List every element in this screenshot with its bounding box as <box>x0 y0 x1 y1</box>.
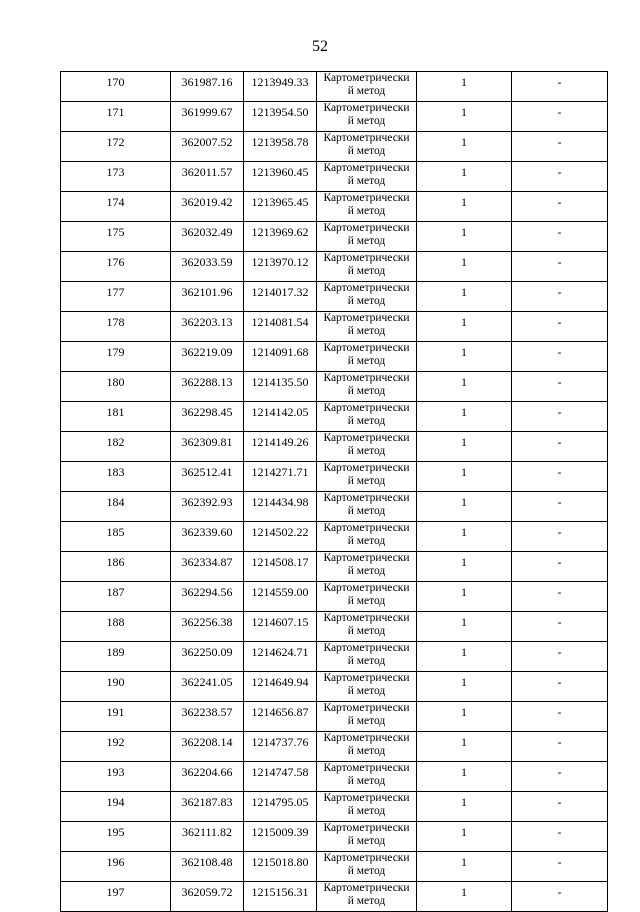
method-text-line1: Картометрически <box>323 822 410 834</box>
y-coordinate-cell: 1214502.22 <box>244 522 317 552</box>
accuracy-cell: 1 <box>417 672 512 702</box>
table-row <box>61 282 608 312</box>
y-coordinate-cell: 1213970.12 <box>244 252 317 282</box>
x-coordinate-cell: 362011.57 <box>171 162 244 192</box>
point-number-cell: 196 <box>61 852 171 882</box>
method-text-line2: й метод <box>347 265 386 277</box>
table-row <box>61 582 608 612</box>
method-text-line2: й метод <box>347 895 386 907</box>
method-text-line2: й метод <box>347 385 386 397</box>
x-coordinate-cell: 362108.48 <box>171 852 244 882</box>
method-text-line2: й метод <box>347 535 386 547</box>
point-number-cell: 172 <box>61 132 171 162</box>
y-coordinate-cell: 1214737.76 <box>244 732 317 762</box>
x-coordinate-cell: 362203.13 <box>171 312 244 342</box>
table-row <box>61 732 608 762</box>
y-coordinate-cell: 1213949.33 <box>244 72 317 102</box>
table-row <box>61 72 608 102</box>
note-cell: - <box>512 822 608 852</box>
point-number-cell: 184 <box>61 492 171 522</box>
note-cell: - <box>512 222 608 252</box>
note-cell: - <box>512 882 608 912</box>
method-text-line1: Картометрически <box>323 432 410 444</box>
method-text-line1: Картометрически <box>323 132 410 144</box>
accuracy-cell: 1 <box>417 612 512 642</box>
accuracy-cell: 1 <box>417 492 512 522</box>
note-cell: - <box>512 432 608 462</box>
table-row <box>61 522 608 552</box>
table-row <box>61 882 608 912</box>
method-text-line1: Картометрически <box>323 72 410 84</box>
point-number-cell: 187 <box>61 582 171 612</box>
method-cell <box>317 612 417 642</box>
method-cell <box>317 162 417 192</box>
x-coordinate-cell: 362033.59 <box>171 252 244 282</box>
method-cell <box>317 672 417 702</box>
method-text-line1: Картометрически <box>323 522 410 534</box>
method-cell <box>317 642 417 672</box>
note-cell: - <box>512 672 608 702</box>
table-row <box>61 162 608 192</box>
table-row <box>61 192 608 222</box>
method-text-line2: й метод <box>347 685 386 697</box>
note-cell: - <box>512 762 608 792</box>
method-cell <box>317 762 417 792</box>
point-number-cell: 174 <box>61 192 171 222</box>
method-text-line2: й метод <box>347 805 386 817</box>
point-number-cell: 194 <box>61 792 171 822</box>
note-cell: - <box>512 792 608 822</box>
method-cell <box>317 822 417 852</box>
table-row <box>61 222 608 252</box>
accuracy-cell: 1 <box>417 762 512 792</box>
y-coordinate-cell: 1214081.54 <box>244 312 317 342</box>
accuracy-cell: 1 <box>417 522 512 552</box>
point-number-cell: 192 <box>61 732 171 762</box>
point-number-cell: 180 <box>61 372 171 402</box>
method-cell <box>317 792 417 822</box>
accuracy-cell: 1 <box>417 102 512 132</box>
accuracy-cell: 1 <box>417 642 512 672</box>
method-text-line2: й метод <box>347 445 386 457</box>
method-cell <box>317 192 417 222</box>
method-text-line2: й метод <box>347 235 386 247</box>
accuracy-cell: 1 <box>417 432 512 462</box>
accuracy-cell: 1 <box>417 402 512 432</box>
method-text-line1: Картометрически <box>323 582 410 594</box>
method-cell <box>317 252 417 282</box>
y-coordinate-cell: 1213958.78 <box>244 132 317 162</box>
method-cell <box>317 492 417 522</box>
method-text-line1: Картометрически <box>323 462 410 474</box>
y-coordinate-cell: 1214271.71 <box>244 462 317 492</box>
table-row <box>61 432 608 462</box>
accuracy-cell: 1 <box>417 852 512 882</box>
accuracy-cell: 1 <box>417 162 512 192</box>
x-coordinate-cell: 362101.96 <box>171 282 244 312</box>
method-text-line2: й метод <box>347 205 386 217</box>
method-text-line2: й метод <box>347 835 386 847</box>
method-text-line1: Картометрически <box>323 102 410 114</box>
note-cell: - <box>512 492 608 522</box>
y-coordinate-cell: 1213965.45 <box>244 192 317 222</box>
y-coordinate-cell: 1213960.45 <box>244 162 317 192</box>
method-cell <box>317 282 417 312</box>
method-text-line2: й метод <box>347 595 386 607</box>
y-coordinate-cell: 1215018.80 <box>244 852 317 882</box>
table-row <box>61 102 608 132</box>
x-coordinate-cell: 362256.38 <box>171 612 244 642</box>
note-cell: - <box>512 552 608 582</box>
method-text-line2: й метод <box>347 115 386 127</box>
method-text-line1: Картометрически <box>323 672 410 684</box>
y-coordinate-cell: 1214135.50 <box>244 372 317 402</box>
y-coordinate-cell: 1213969.62 <box>244 222 317 252</box>
method-text-line1: Картометрически <box>323 852 410 864</box>
page-number: 52 <box>312 38 328 55</box>
x-coordinate-cell: 361999.67 <box>171 102 244 132</box>
note-cell: - <box>512 132 608 162</box>
note-cell: - <box>512 402 608 432</box>
y-coordinate-cell: 1214649.94 <box>244 672 317 702</box>
y-coordinate-cell: 1214795.05 <box>244 792 317 822</box>
x-coordinate-cell: 362059.72 <box>171 882 244 912</box>
method-text-line2: й метод <box>347 775 386 787</box>
accuracy-cell: 1 <box>417 282 512 312</box>
method-text-line1: Картометрически <box>323 762 410 774</box>
accuracy-cell: 1 <box>417 222 512 252</box>
point-number-cell: 195 <box>61 822 171 852</box>
note-cell: - <box>512 732 608 762</box>
method-cell <box>317 852 417 882</box>
x-coordinate-cell: 362032.49 <box>171 222 244 252</box>
point-number-cell: 175 <box>61 222 171 252</box>
accuracy-cell: 1 <box>417 372 512 402</box>
point-number-cell: 171 <box>61 102 171 132</box>
note-cell: - <box>512 282 608 312</box>
method-text-line1: Картометрически <box>323 192 410 204</box>
method-text-line1: Картометрически <box>323 732 410 744</box>
table-row <box>61 372 608 402</box>
x-coordinate-cell: 362187.83 <box>171 792 244 822</box>
point-number-cell: 188 <box>61 612 171 642</box>
point-number-cell: 190 <box>61 672 171 702</box>
accuracy-cell: 1 <box>417 882 512 912</box>
method-text-line1: Картометрически <box>323 162 410 174</box>
method-cell <box>317 102 417 132</box>
method-cell <box>317 432 417 462</box>
x-coordinate-cell: 362250.09 <box>171 642 244 672</box>
method-cell <box>317 582 417 612</box>
y-coordinate-cell: 1214017.32 <box>244 282 317 312</box>
accuracy-cell: 1 <box>417 312 512 342</box>
method-text-line2: й метод <box>347 415 386 427</box>
point-number-cell: 179 <box>61 342 171 372</box>
y-coordinate-cell: 1214624.71 <box>244 642 317 672</box>
method-text-line1: Картометрически <box>323 882 410 894</box>
y-coordinate-cell: 1214149.26 <box>244 432 317 462</box>
accuracy-cell: 1 <box>417 732 512 762</box>
table-row <box>61 822 608 852</box>
table-row <box>61 852 608 882</box>
note-cell: - <box>512 462 608 492</box>
method-text-line2: й метод <box>347 505 386 517</box>
note-cell: - <box>512 702 608 732</box>
table-row <box>61 672 608 702</box>
x-coordinate-cell: 362309.81 <box>171 432 244 462</box>
method-cell <box>317 72 417 102</box>
y-coordinate-cell: 1214508.17 <box>244 552 317 582</box>
table-row <box>61 252 608 282</box>
method-text-line1: Картометрически <box>323 282 410 294</box>
x-coordinate-cell: 362007.52 <box>171 132 244 162</box>
table-body <box>61 72 608 912</box>
method-cell <box>317 732 417 762</box>
note-cell: - <box>512 522 608 552</box>
y-coordinate-cell: 1215156.31 <box>244 882 317 912</box>
method-cell <box>317 462 417 492</box>
accuracy-cell: 1 <box>417 462 512 492</box>
accuracy-cell: 1 <box>417 582 512 612</box>
method-text-line1: Картометрически <box>323 342 410 354</box>
table-row <box>61 792 608 822</box>
table-row <box>61 342 608 372</box>
method-text-line1: Картометрически <box>323 612 410 624</box>
method-text-line1: Картометрически <box>323 312 410 324</box>
method-cell <box>317 702 417 732</box>
table-row <box>61 552 608 582</box>
method-text-line1: Картометрически <box>323 372 410 384</box>
y-coordinate-cell: 1214434.98 <box>244 492 317 522</box>
accuracy-cell: 1 <box>417 552 512 582</box>
point-number-cell: 173 <box>61 162 171 192</box>
table-row <box>61 612 608 642</box>
point-number-cell: 176 <box>61 252 171 282</box>
table-row <box>61 642 608 672</box>
x-coordinate-cell: 362294.56 <box>171 582 244 612</box>
accuracy-cell: 1 <box>417 192 512 222</box>
method-cell <box>317 312 417 342</box>
table-row <box>61 402 608 432</box>
accuracy-cell: 1 <box>417 132 512 162</box>
note-cell: - <box>512 642 608 672</box>
x-coordinate-cell: 362204.66 <box>171 762 244 792</box>
point-number-cell: 178 <box>61 312 171 342</box>
y-coordinate-cell: 1214607.15 <box>244 612 317 642</box>
y-coordinate-cell: 1214142.05 <box>244 402 317 432</box>
table-row <box>61 702 608 732</box>
y-coordinate-cell: 1214747.58 <box>244 762 317 792</box>
table-row <box>61 492 608 522</box>
table-row <box>61 762 608 792</box>
method-text-line2: й метод <box>347 325 386 337</box>
note-cell: - <box>512 192 608 222</box>
note-cell: - <box>512 372 608 402</box>
point-number-cell: 185 <box>61 522 171 552</box>
x-coordinate-cell: 362298.45 <box>171 402 244 432</box>
point-number-cell: 170 <box>61 72 171 102</box>
method-text-line2: й метод <box>347 145 386 157</box>
accuracy-cell: 1 <box>417 702 512 732</box>
note-cell: - <box>512 612 608 642</box>
x-coordinate-cell: 362241.05 <box>171 672 244 702</box>
point-number-cell: 193 <box>61 762 171 792</box>
method-text-line1: Картометрически <box>323 222 410 234</box>
table-row <box>61 132 608 162</box>
method-text-line2: й метод <box>347 85 386 97</box>
method-text-line1: Картометрически <box>323 552 410 564</box>
x-coordinate-cell: 362288.13 <box>171 372 244 402</box>
note-cell: - <box>512 162 608 192</box>
x-coordinate-cell: 362512.41 <box>171 462 244 492</box>
method-text-line2: й метод <box>347 475 386 487</box>
method-text-line1: Картометрически <box>323 642 410 654</box>
accuracy-cell: 1 <box>417 252 512 282</box>
accuracy-cell: 1 <box>417 342 512 372</box>
y-coordinate-cell: 1215009.39 <box>244 822 317 852</box>
method-cell <box>317 552 417 582</box>
method-text-line2: й метод <box>347 865 386 877</box>
table-row <box>61 462 608 492</box>
method-text-line2: й метод <box>347 295 386 307</box>
method-text-line1: Картометрически <box>323 252 410 264</box>
point-number-cell: 182 <box>61 432 171 462</box>
x-coordinate-cell: 362208.14 <box>171 732 244 762</box>
method-text-line1: Картометрически <box>323 492 410 504</box>
method-cell <box>317 132 417 162</box>
x-coordinate-cell: 362238.57 <box>171 702 244 732</box>
note-cell: - <box>512 312 608 342</box>
x-coordinate-cell: 361987.16 <box>171 72 244 102</box>
method-text-line2: й метод <box>347 355 386 367</box>
x-coordinate-cell: 362019.42 <box>171 192 244 222</box>
method-text-line1: Картометрически <box>323 402 410 414</box>
coordinates-table <box>60 71 608 912</box>
point-number-cell: 181 <box>61 402 171 432</box>
method-cell <box>317 222 417 252</box>
note-cell: - <box>512 852 608 882</box>
x-coordinate-cell: 362334.87 <box>171 552 244 582</box>
method-text-line1: Картометрически <box>323 702 410 714</box>
method-text-line1: Картометрически <box>323 792 410 804</box>
method-text-line2: й метод <box>347 175 386 187</box>
method-cell <box>317 342 417 372</box>
point-number-cell: 186 <box>61 552 171 582</box>
note-cell: - <box>512 72 608 102</box>
accuracy-cell: 1 <box>417 822 512 852</box>
method-cell <box>317 402 417 432</box>
method-cell <box>317 372 417 402</box>
method-text-line2: й метод <box>347 625 386 637</box>
point-number-cell: 183 <box>61 462 171 492</box>
point-number-cell: 177 <box>61 282 171 312</box>
method-text-line2: й метод <box>347 565 386 577</box>
accuracy-cell: 1 <box>417 72 512 102</box>
method-cell <box>317 882 417 912</box>
x-coordinate-cell: 362111.82 <box>171 822 244 852</box>
x-coordinate-cell: 362392.93 <box>171 492 244 522</box>
method-text-line2: й метод <box>347 715 386 727</box>
point-number-cell: 197 <box>61 882 171 912</box>
method-text-line2: й метод <box>347 655 386 667</box>
method-cell <box>317 522 417 552</box>
table-row <box>61 312 608 342</box>
note-cell: - <box>512 582 608 612</box>
point-number-cell: 189 <box>61 642 171 672</box>
method-text-line2: й метод <box>347 745 386 757</box>
note-cell: - <box>512 102 608 132</box>
note-cell: - <box>512 342 608 372</box>
y-coordinate-cell: 1214656.87 <box>244 702 317 732</box>
y-coordinate-cell: 1214091.68 <box>244 342 317 372</box>
accuracy-cell: 1 <box>417 792 512 822</box>
point-number-cell: 191 <box>61 702 171 732</box>
x-coordinate-cell: 362339.60 <box>171 522 244 552</box>
y-coordinate-cell: 1213954.50 <box>244 102 317 132</box>
y-coordinate-cell: 1214559.00 <box>244 582 317 612</box>
note-cell: - <box>512 252 608 282</box>
x-coordinate-cell: 362219.09 <box>171 342 244 372</box>
